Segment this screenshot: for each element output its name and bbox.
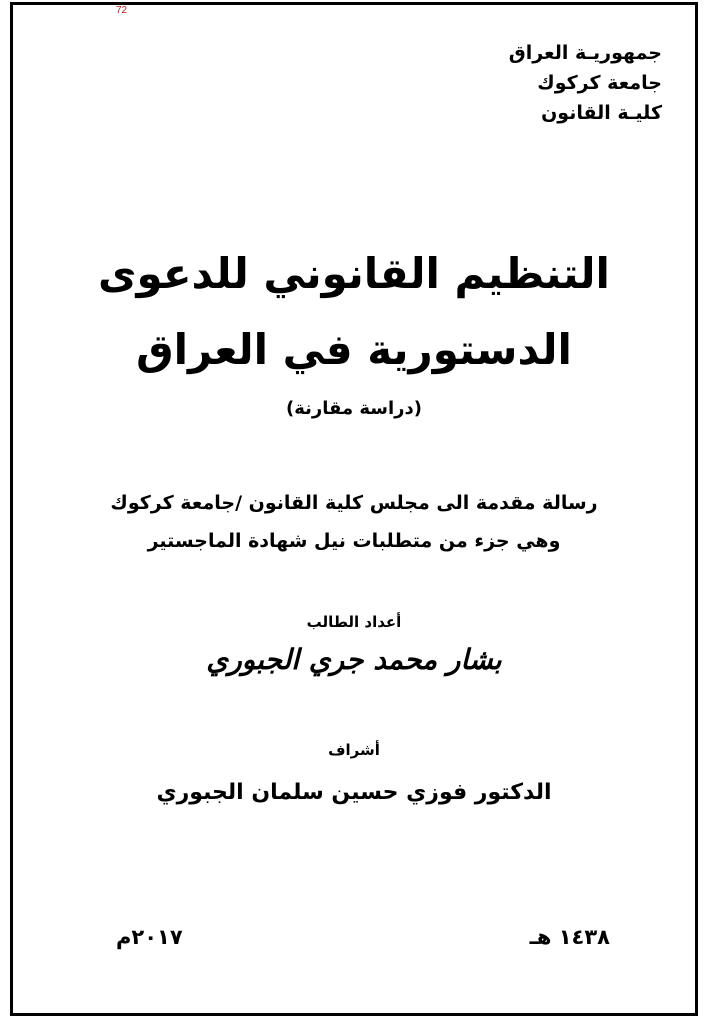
- thesis-statement-line-2: وهي جزء من متطلبات نيل شهادة الماجستير: [147, 530, 561, 552]
- supervisor-name: الدكتور فوزي حسين سلمان الجبوري: [156, 780, 552, 805]
- prepared-by-label: أعداد الطالب: [306, 613, 402, 631]
- hijri-date: ١٤٣٨ هـ: [529, 925, 610, 949]
- gregorian-date: ٢٠١٧م: [116, 925, 183, 949]
- page-number: 72: [116, 5, 128, 16]
- institution-block: [509, 38, 662, 128]
- thesis-statement-line-1: رسالة مقدمة الى مجلس كلية القانون /جامعة كركوك: [110, 492, 598, 514]
- country-name: جمهوريـة العراق: [508, 42, 662, 64]
- thesis-title-line-1: التنظيم القانوني للدعوى: [98, 249, 610, 298]
- thesis-statement: [60, 484, 648, 560]
- college-name: كليـة القانون: [541, 102, 662, 124]
- thesis-title: [60, 236, 648, 388]
- student-name: بشار محمد جري الجبوري: [206, 643, 502, 676]
- supervision-label: أشراف: [328, 741, 380, 759]
- thesis-subtitle: (دراسة مقارنة): [285, 398, 422, 419]
- university-name: جامعة كركوك: [537, 72, 662, 94]
- thesis-title-line-2: الدستورية في العراق: [136, 325, 572, 374]
